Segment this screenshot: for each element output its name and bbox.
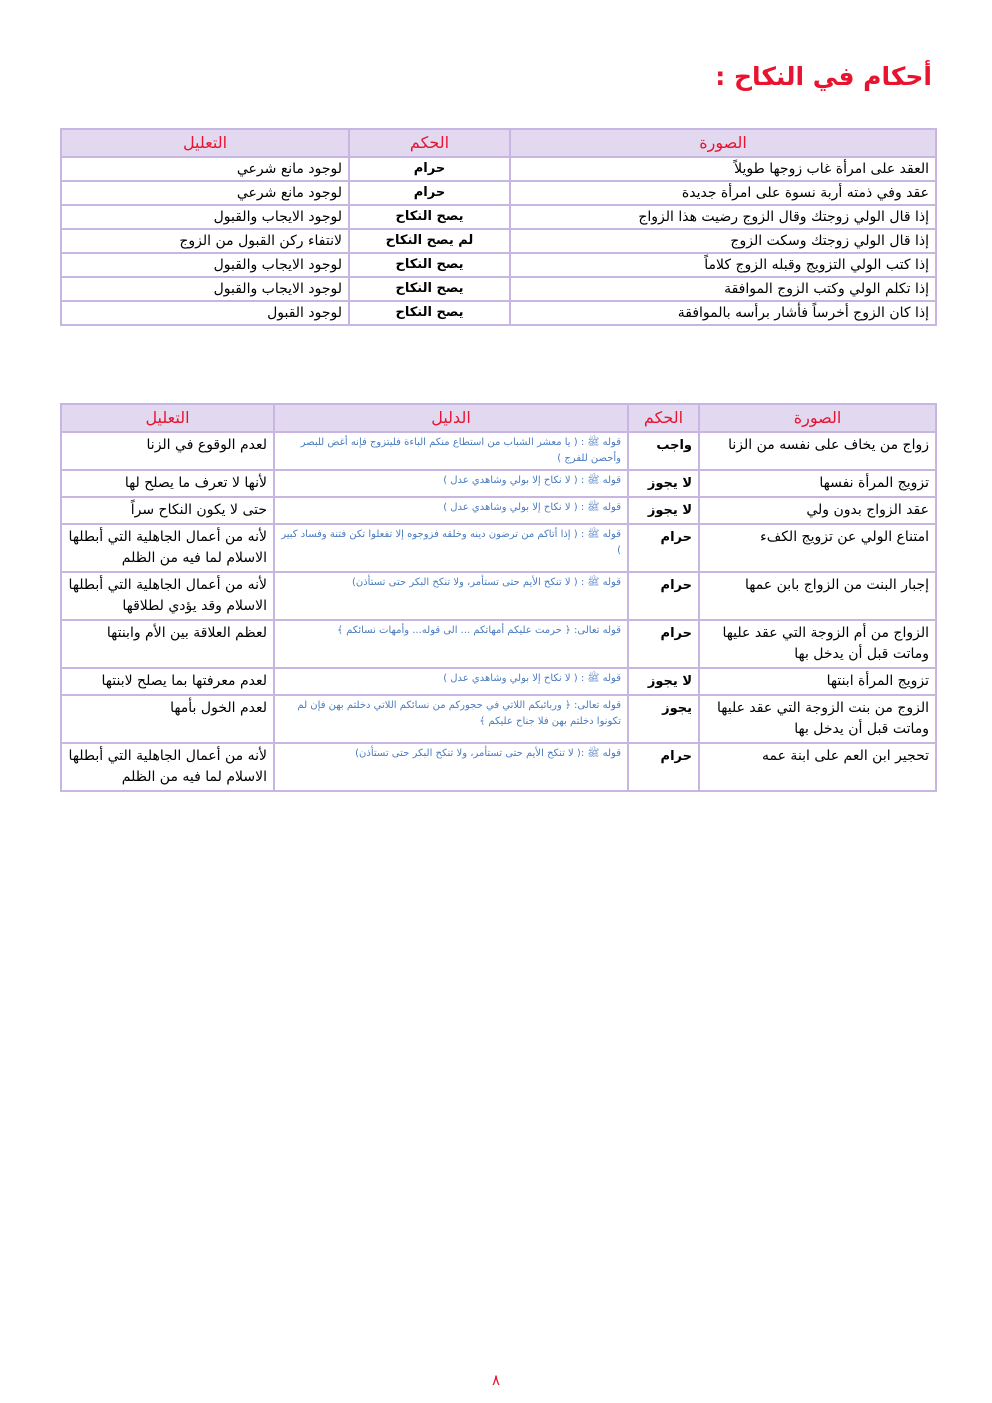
table-row (61, 157, 936, 181)
ruling-cell: واجب (628, 432, 699, 470)
table-row (61, 743, 936, 791)
evidence-cell: قوله تعالى: ﴿ حرمت عليكم أمهاتكم ... الى قوله... وأمهات نسائكم ﴾ (274, 620, 628, 668)
table-row (61, 253, 936, 277)
evidence-cell: قوله ﷺ : ( لا نكاح إلا بولي وشاهدي عدل ) (274, 497, 628, 524)
case-cell: إذا كان الزوج أخرساً فأشار برأسه بالموافقة (510, 301, 936, 325)
table-row (61, 695, 936, 743)
table-header-row (61, 404, 936, 432)
ruling-cell: لم يصح النكاح (349, 229, 510, 253)
column-header-ruling: الحكم (628, 404, 699, 432)
evidence-cell: قوله ﷺ : ( لا نكاح إلا بولي وشاهدي عدل ) (274, 470, 628, 497)
evidence-cell: قوله ﷺ : ( يا معشر الشباب من استطاع منكم الباءة فليتزوج فإنه أغض للبصر وأحصن للفرج ) (274, 432, 628, 470)
reason-cell: لأنه من أعمال الجاهلية التي أبطلها الاسلام لما فيه من الظلم (61, 524, 274, 572)
reason-cell: حتى لا يكون النكاح سراً (61, 497, 274, 524)
table-row (61, 229, 936, 253)
ruling-cell: حرام (349, 157, 510, 181)
table-row (61, 620, 936, 668)
reason-cell: لأنها لا تعرف ما يصلح لها (61, 470, 274, 497)
reason-cell: لعدم معرفتها بما يصلح لابنتها (61, 668, 274, 695)
ruling-cell: يصح النكاح (349, 301, 510, 325)
evidence-cell: قوله ﷺ : ( لا تنكح الأيم حتى تستأمر، ولا تنكح البكر حتى تستأذن) (274, 572, 628, 620)
case-cell: إجبار البنت من الزواج بابن عمها (699, 572, 936, 620)
case-cell: عقد الزواج بدون ولي (699, 497, 936, 524)
reason-cell: لوجود القبول (61, 301, 349, 325)
reason-cell: لوجود الايجاب والقبول (61, 205, 349, 229)
table-row (61, 432, 936, 470)
reason-cell: لأنه من أعمال الجاهلية التي أبطلها الاسلام وقد يؤدي لطلاقها (61, 572, 274, 620)
case-cell: زواج من يخاف على نفسه من الزنا (699, 432, 936, 470)
table-row (61, 668, 936, 695)
reason-cell: لعظم العلاقة بين الأم وابنتها (61, 620, 274, 668)
reason-cell: لانتفاء ركن القبول من الزوج (61, 229, 349, 253)
page-number: ٨ (491, 1371, 501, 1389)
ruling-cell: حرام (349, 181, 510, 205)
case-cell: تزويج المرأة نفسها (699, 470, 936, 497)
reason-cell: لوجود الايجاب والقبول (61, 253, 349, 277)
rulings-table-1 (60, 128, 937, 326)
case-cell: إذا قال الولي زوجتك وقال الزوج رضيت هذا الزواج (510, 205, 936, 229)
table-row (61, 497, 936, 524)
case-cell: الزوج من بنت الزوجة التي عقد عليها وماتت قبل أن يدخل بها (699, 695, 936, 743)
reason-cell: لعدم الخول بأمها (61, 695, 274, 743)
table-row (61, 470, 936, 497)
case-cell: العقد على امرأة غاب زوجها طويلاً (510, 157, 936, 181)
case-cell: تحجير ابن العم على ابنة عمه (699, 743, 936, 791)
page-title: أحكام في النكاح : (715, 62, 932, 91)
reason-cell: لأنه من أعمال الجاهلية التي أبطلها الاسلام لما فيه من الظلم (61, 743, 274, 791)
column-header-evidence: الدليل (274, 404, 628, 432)
reason-cell: لوجود الايجاب والقبول (61, 277, 349, 301)
table-header-row (61, 129, 936, 157)
ruling-cell: حرام (628, 743, 699, 791)
table-row (61, 301, 936, 325)
case-cell: تزويج المرأة ابنتها (699, 668, 936, 695)
rulings-table-2 (60, 403, 937, 792)
reason-cell: لوجود مانع شرعي (61, 181, 349, 205)
column-header-case: الصورة (699, 404, 936, 432)
column-header-reason: التعليل (61, 404, 274, 432)
ruling-cell: حرام (628, 620, 699, 668)
ruling-cell: لا يجوز (628, 497, 699, 524)
table-row (61, 572, 936, 620)
case-cell: عقد وفي ذمته أربة نسوة على امرأة جديدة (510, 181, 936, 205)
ruling-cell: لا يجوز (628, 668, 699, 695)
table-row (61, 205, 936, 229)
column-header-ruling: الحكم (349, 129, 510, 157)
ruling-cell: حرام (628, 572, 699, 620)
reason-cell: لعدم الوقوع في الزنا (61, 432, 274, 470)
evidence-cell: قوله ﷺ : ( لا نكاح إلا بولي وشاهدي عدل ) (274, 668, 628, 695)
column-header-reason: التعليل (61, 129, 349, 157)
reason-cell: لوجود مانع شرعي (61, 157, 349, 181)
case-cell: امتناع الولي عن تزويج الكفء (699, 524, 936, 572)
table-row (61, 524, 936, 572)
table-row (61, 181, 936, 205)
ruling-cell: يصح النكاح (349, 277, 510, 301)
ruling-cell: يجوز (628, 695, 699, 743)
evidence-cell: قوله ﷺ :( لا تنكح الأيم حتى تستأمر، ولا تنكح البكر حتى تستأذن) (274, 743, 628, 791)
ruling-cell: يصح النكاح (349, 205, 510, 229)
column-header-case: الصورة (510, 129, 936, 157)
evidence-cell: قوله تعالى: ﴿ وربائبكم اللاتي في حجوركم من نسائكم اللاتي دخلتم بهن فإن لم تكونوا دخلتم بهن فلا جناح عليكم ﴾ (274, 695, 628, 743)
evidence-cell: قوله ﷺ : ( إذا أتاكم من ترضون دينه وخلقه فزوجوه إلا تفعلوا تكن فتنة وفساد كبير ) (274, 524, 628, 572)
case-cell: إذا كتب الولي التزويج وقبله الزوج كلاماً (510, 253, 936, 277)
case-cell: إذا قال الولي زوجتك وسكت الزوج (510, 229, 936, 253)
ruling-cell: لا يجوز (628, 470, 699, 497)
case-cell: إذا تكلم الولي وكتب الزوج الموافقة (510, 277, 936, 301)
ruling-cell: حرام (628, 524, 699, 572)
ruling-cell: يصح النكاح (349, 253, 510, 277)
table-row (61, 277, 936, 301)
case-cell: الزواج من أم الزوجة التي عقد عليها وماتت قبل أن يدخل بها (699, 620, 936, 668)
